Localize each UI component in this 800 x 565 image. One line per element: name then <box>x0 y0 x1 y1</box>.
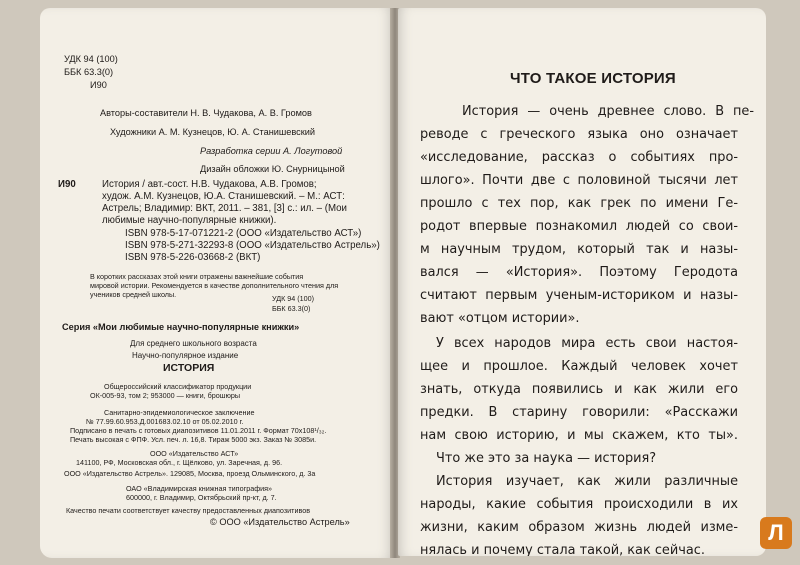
series-design: Разработка серии А. Логутовой <box>200 146 343 156</box>
paragraph-line: шлого». Почти две с половиной тысячи лет <box>420 173 738 188</box>
paragraph-line: жизни, каким образом жизнь людей изме- <box>420 520 738 535</box>
edition-type: Научно-популярное издание <box>132 351 239 360</box>
series-name: Серия «Мои любимые научно-популярные книжки» <box>62 322 300 332</box>
book-code: И90 <box>90 80 107 90</box>
paragraph-line: предки. В старину говорили: «Расскажи <box>420 405 738 420</box>
imprint-line: 600000, г. Владимир, Октябрьский пр-кт, д. 7. <box>126 493 277 502</box>
paragraph-line: народы, какие события происходили в их <box>420 497 738 512</box>
paragraph-line: щее и прошлое. Каждый человек хочет <box>420 359 738 374</box>
cover-design: Дизайн обложки Ю. Снурницыной <box>200 164 345 174</box>
paragraph-line: вался — «История». Поэтому Геродота <box>420 265 738 280</box>
paragraph-line: нам свою историю, и мы скажем, кто ты». <box>420 428 738 443</box>
annotation-line: В коротких рассказах этой книги отражены важнейшие события <box>90 272 304 281</box>
imprint-line: ОАО «Владимирская книжная типография» <box>126 484 273 493</box>
right-page <box>398 8 766 556</box>
isbn: ISBN 978-5-226-03668-2 (ВКТ) <box>125 252 261 263</box>
udk-bottom: УДК 94 (100) <box>272 294 315 303</box>
left-page <box>40 8 392 558</box>
imprint-line: Санитарно-эпидемиологическое заключение <box>104 408 255 417</box>
paragraph-line: «исследование, рассказ о событиях про- <box>420 150 738 165</box>
imprint-line: № 77.99.60.953.Д.001683.02.10 от 05.02.2010 г. <box>86 417 244 426</box>
catalog-line: любимые научно-популярные книжки). <box>102 215 277 226</box>
paragraph-line: родот впервые познакомил людей со свои- <box>420 219 738 234</box>
imprint-line: Качество печати соответствует качеству предоставленных диапозитивов <box>66 506 311 515</box>
catalog-line: Астрель; Владимир: ВКТ, 2011. – 381, [3] с.: ил. – (Мои <box>102 203 347 214</box>
isbn: ISBN 978-5-271-32293-8 (ООО «Издательство Астрель») <box>125 240 380 251</box>
imprint-line: Подписано в печать с готовых диапозитивов 11.01.2011 г. Формат 70x108¹/₃₂. <box>70 426 327 435</box>
paragraph-line: прошло с тех пор, как грек по имени Ге- <box>420 196 738 211</box>
annotation-line: учеников средней школы. <box>90 290 177 299</box>
imprint-line: 141100, РФ, Московская обл., г. Щёлково, ул. Заречная, д. 96. <box>76 458 283 467</box>
imprint-line: ОК-005-93, том 2; 953000 — книги, брошюры <box>90 391 241 400</box>
bbk-bottom: ББК 63.3(0) <box>272 304 311 313</box>
imprint-line: ООО «Издательство Астрель». 129085, Москва, проезд Ольминского, д. 3а <box>64 469 316 478</box>
chapter-heading: ЧТО ТАКОЕ ИСТОРИЯ <box>510 70 676 87</box>
age-group: Для среднего школьного возраста <box>130 339 257 348</box>
paragraph-line: считают первым ученым-историком и назы- <box>420 288 738 303</box>
catalog-line: История / авт.-сост. Н.В. Чудакова, А.В. Громов; <box>102 179 317 190</box>
copyright: © ООО «Издательство Астрель» <box>210 517 350 527</box>
catalog-code: И90 <box>58 179 76 190</box>
paragraph-line: Что же это за наука — история? <box>436 451 657 466</box>
isbn: ISBN 978-5-17-071221-2 (ООО «Издательство АСТ») <box>125 228 362 239</box>
catalog-line: худож. А.М. Кузнецов, Ю.А. Станишевский. – М.: АСТ: <box>102 191 345 202</box>
paragraph-line: вают «отцом истории». <box>420 311 580 326</box>
artists: Художники А. М. Кузнецов, Ю. А. Станишевский <box>110 127 316 137</box>
watermark-logo-icon: Л <box>760 517 792 549</box>
paragraph-line: нялась и почему стала такой, как сейчас. <box>420 543 705 556</box>
udk: УДК 94 (100) <box>64 54 118 64</box>
imprint-line: ООО «Издательство АСТ» <box>150 449 239 458</box>
paragraph-line: У всех народов мира есть свои настоя- <box>436 336 738 351</box>
imprint-line: Общероссийский классификатор продукции <box>104 382 252 391</box>
paragraph-line: знать, откуда появились и как жили его <box>420 382 738 397</box>
paragraph-line: История — очень древнее слово. В пе- <box>462 104 754 119</box>
authors: Авторы-составители Н. В. Чудакова, А. В. Громов <box>100 108 312 118</box>
annotation-line: мировой истории. Рекомендуется в качестве дополнительного чтения для <box>90 281 339 290</box>
paragraph-line: История изучает, как жили различные <box>436 474 738 489</box>
paragraph-line: м научным трудом, который так и назы- <box>420 242 738 257</box>
paragraph-line: реводе с греческого языка оно означает <box>420 127 738 142</box>
bbk: ББК 63.3(0) <box>64 67 114 77</box>
book-title: ИСТОРИЯ <box>163 362 215 374</box>
imprint-line: Печать высокая с ФПФ. Усл. печ. л. 16,8. Тираж 5000 экз. Заказ № 3085и. <box>70 435 317 444</box>
